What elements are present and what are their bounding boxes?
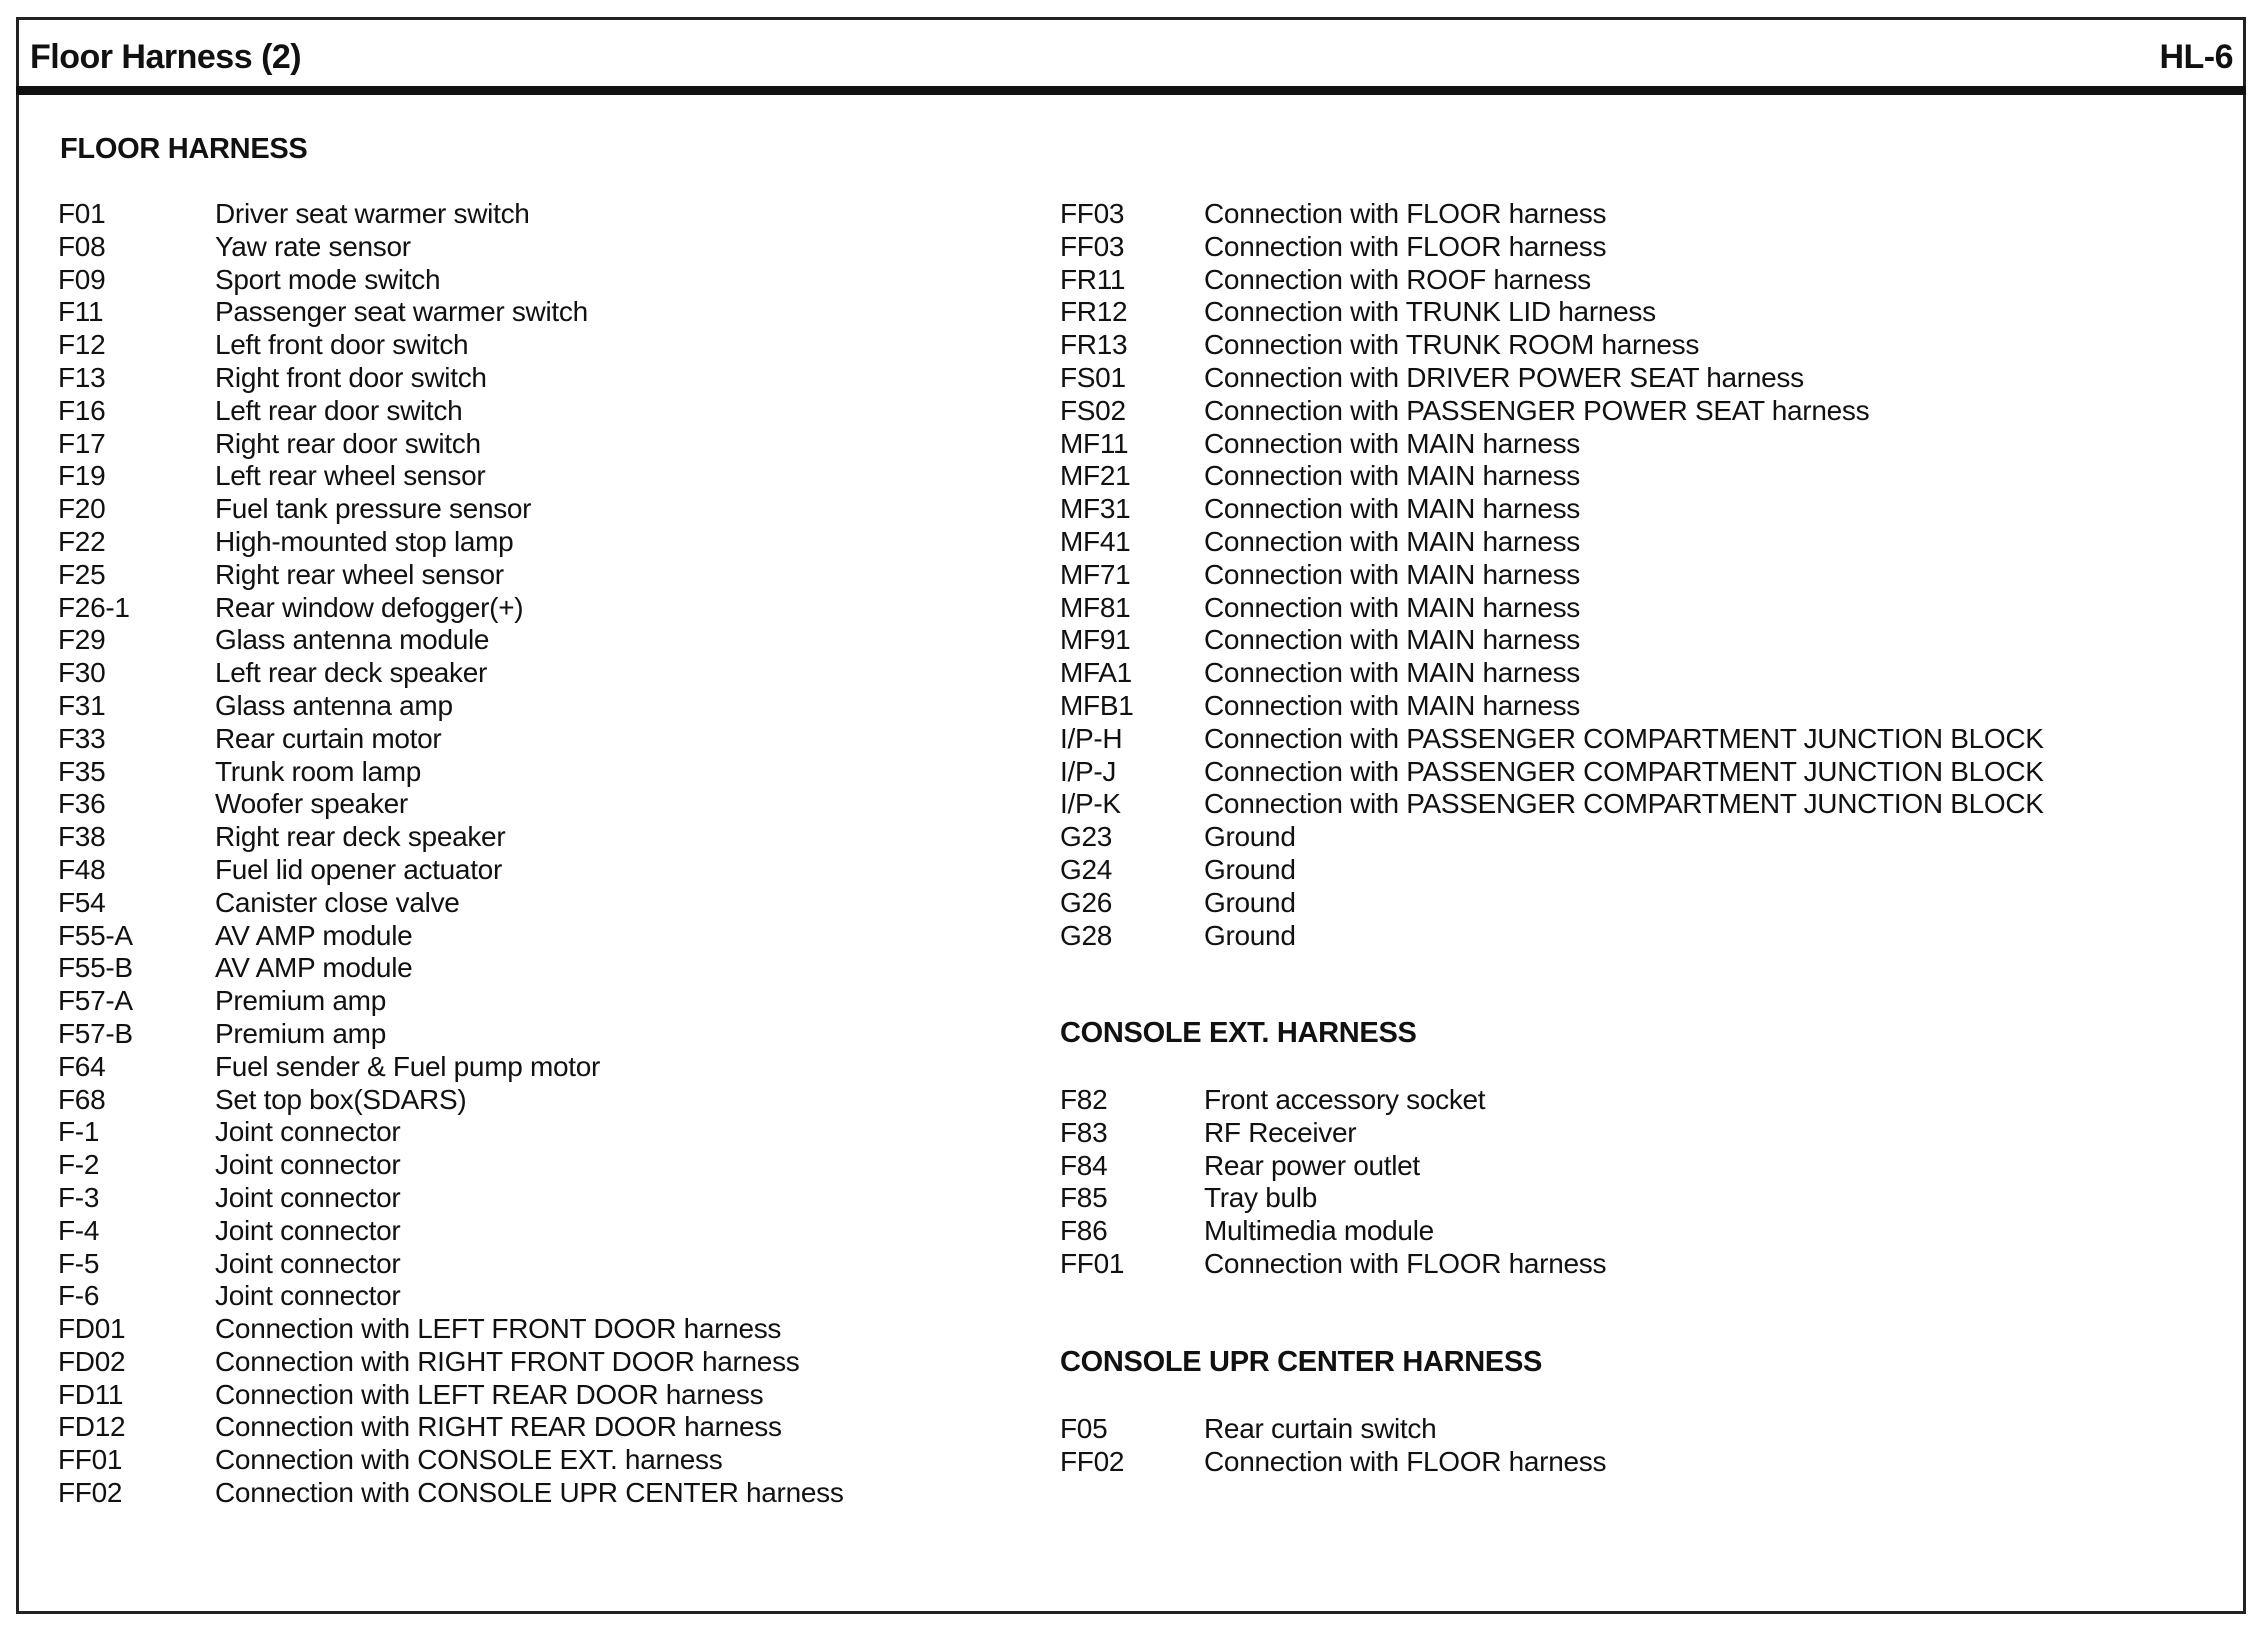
connector-code: G24 bbox=[1060, 853, 1113, 885]
connector-description: Connection with RIGHT REAR DOOR harness bbox=[215, 1411, 782, 1443]
connector-description: Connection with MAIN harness bbox=[1204, 427, 1580, 459]
connector-description: Driver seat warmer switch bbox=[215, 198, 530, 229]
connector-description: Joint connector bbox=[215, 1149, 401, 1181]
connector-code: F33 bbox=[58, 722, 106, 754]
connector-description: RF Receiver bbox=[1204, 1116, 1357, 1148]
connector-code: F-3 bbox=[58, 1181, 100, 1213]
connector-code: F17 bbox=[58, 427, 106, 459]
connector-description: Premium amp bbox=[215, 1017, 386, 1049]
connector-code: I/P-H bbox=[1060, 722, 1123, 754]
connector-code: F13 bbox=[58, 361, 106, 393]
connector-description: Connection with MAIN harness bbox=[1204, 624, 1580, 656]
connector-code: MF81 bbox=[1060, 591, 1131, 623]
connector-description: Connection with DRIVER POWER SEAT harness bbox=[1204, 361, 1804, 393]
connector-code: F-2 bbox=[58, 1149, 100, 1181]
connector-code: F55-B bbox=[58, 952, 133, 984]
connector-description: Canister close valve bbox=[215, 886, 460, 918]
page-title: Floor Harness (2) bbox=[30, 38, 302, 76]
connector-description: Right front door switch bbox=[215, 361, 487, 393]
connector-code: F22 bbox=[58, 525, 106, 557]
connector-code: F57-A bbox=[58, 985, 133, 1017]
connector-description: Sport mode switch bbox=[215, 263, 441, 295]
connector-code: FF01 bbox=[58, 1444, 123, 1476]
connector-code: F-4 bbox=[58, 1214, 100, 1246]
connector-description: Right rear wheel sensor bbox=[215, 558, 504, 590]
connector-code: FD02 bbox=[58, 1345, 126, 1377]
connector-description: Yaw rate sensor bbox=[215, 230, 411, 262]
section-heading-floor: FLOOR HARNESS bbox=[60, 133, 308, 165]
connector-code: F16 bbox=[58, 394, 106, 426]
connector-code: F08 bbox=[58, 230, 106, 262]
connector-code: FD11 bbox=[58, 1378, 124, 1410]
connector-code: F-5 bbox=[58, 1247, 100, 1279]
connector-description: Fuel tank pressure sensor bbox=[215, 493, 532, 525]
connector-description: Connection with MAIN harness bbox=[1204, 591, 1580, 623]
connector-code: F35 bbox=[58, 755, 106, 787]
connector-description: Left front door switch bbox=[215, 329, 469, 361]
connector-code: F05 bbox=[1060, 1413, 1108, 1444]
connector-code: F29 bbox=[58, 624, 106, 656]
connector-code: I/P-K bbox=[1060, 788, 1121, 820]
connector-code: F68 bbox=[58, 1083, 106, 1115]
connector-code: G26 bbox=[1060, 886, 1113, 918]
connector-description: Tray bulb bbox=[1204, 1182, 1317, 1214]
connector-code: F09 bbox=[58, 263, 106, 295]
connector-description: Connection with CONSOLE UPR CENTER harness bbox=[215, 1477, 844, 1509]
connector-description: Connection with TRUNK ROOM harness bbox=[1204, 329, 1700, 361]
connector-code: F82 bbox=[1060, 1084, 1108, 1115]
connector-description: Connection with MAIN harness bbox=[1204, 493, 1580, 525]
connector-code: F64 bbox=[58, 1050, 106, 1082]
connector-code: MF31 bbox=[1060, 493, 1131, 525]
connector-description: Rear curtain switch bbox=[1204, 1413, 1437, 1444]
connector-code: FR13 bbox=[1060, 329, 1128, 361]
connector-code: F83 bbox=[1060, 1116, 1108, 1148]
connector-code: MFA1 bbox=[1060, 657, 1132, 689]
connector-description: Joint connector bbox=[215, 1247, 401, 1279]
connector-description: Ground bbox=[1204, 853, 1296, 885]
connector-code: MF41 bbox=[1060, 525, 1131, 557]
connector-description: Passenger seat warmer switch bbox=[215, 296, 588, 328]
connector-code: MF71 bbox=[1060, 558, 1131, 590]
connector-description: Connection with FLOOR harness bbox=[1204, 1445, 1607, 1477]
connector-code: FD01 bbox=[58, 1313, 126, 1345]
connector-code: MFB1 bbox=[1060, 689, 1134, 721]
connector-code: F01 bbox=[58, 198, 106, 229]
connector-code: F36 bbox=[58, 788, 106, 820]
connector-code: F20 bbox=[58, 493, 106, 525]
connector-description: Ground bbox=[1204, 821, 1296, 853]
connector-description: Right rear door switch bbox=[215, 427, 481, 459]
connector-code: FF01 bbox=[1060, 1247, 1125, 1279]
section-heading-console-upr: CONSOLE UPR CENTER HARNESS bbox=[1060, 1346, 1543, 1378]
connector-code: FF03 bbox=[1060, 198, 1125, 229]
connector-description: Joint connector bbox=[215, 1280, 401, 1312]
connector-description: Connection with PASSENGER COMPARTMENT JUNCTION BLOCK bbox=[1204, 722, 2044, 754]
connector-code: FR11 bbox=[1060, 263, 1126, 295]
connector-description: Glass antenna amp bbox=[215, 689, 453, 721]
connector-description: Connection with RIGHT FRONT DOOR harness bbox=[215, 1345, 800, 1377]
connector-description: Left rear deck speaker bbox=[215, 657, 487, 689]
connector-description: Trunk room lamp bbox=[215, 755, 422, 787]
connector-description: Woofer speaker bbox=[215, 788, 408, 820]
connector-description: Connection with PASSENGER COMPARTMENT JUNCTION BLOCK bbox=[1204, 788, 2044, 820]
connector-description: Left rear wheel sensor bbox=[215, 460, 486, 492]
page-number: HL-6 bbox=[2159, 38, 2233, 76]
connector-code: FF02 bbox=[58, 1477, 123, 1509]
connector-description: Joint connector bbox=[215, 1181, 401, 1213]
connector-code: F85 bbox=[1060, 1182, 1108, 1214]
connector-code: I/P-J bbox=[1060, 755, 1117, 787]
connector-code: F86 bbox=[1060, 1215, 1108, 1247]
connector-description: Connection with CONSOLE EXT. harness bbox=[215, 1444, 723, 1476]
connector-description: Fuel lid opener actuator bbox=[215, 853, 502, 885]
section-heading-console-ext: CONSOLE EXT. HARNESS bbox=[1060, 1017, 1417, 1049]
connector-description: Set top box(SDARS) bbox=[215, 1083, 467, 1115]
connector-code: FS01 bbox=[1060, 361, 1126, 393]
header-divider bbox=[16, 86, 2246, 95]
connector-description: Connection with MAIN harness bbox=[1204, 558, 1580, 590]
connector-code: F57-B bbox=[58, 1017, 133, 1049]
connector-description: Ground bbox=[1204, 919, 1296, 951]
connector-description: High-mounted stop lamp bbox=[215, 525, 514, 557]
connector-code: F55-A bbox=[58, 919, 133, 951]
connector-description: AV AMP module bbox=[215, 952, 413, 984]
connector-description: Fuel sender & Fuel pump motor bbox=[215, 1050, 601, 1082]
connector-description: Premium amp bbox=[215, 985, 386, 1017]
connector-description: Joint connector bbox=[215, 1214, 401, 1246]
connector-description: Left rear door switch bbox=[215, 394, 463, 426]
connector-description: Connection with FLOOR harness bbox=[1204, 1247, 1607, 1279]
connector-code: MF91 bbox=[1060, 624, 1131, 656]
connector-description: Connection with ROOF harness bbox=[1204, 263, 1591, 295]
connector-description: Connection with FLOOR harness bbox=[1204, 198, 1607, 229]
connector-description: Connection with PASSENGER POWER SEAT harness bbox=[1204, 394, 1870, 426]
connector-code: F11 bbox=[58, 296, 104, 328]
connector-description: Connection with MAIN harness bbox=[1204, 689, 1580, 721]
connector-description: Connection with PASSENGER COMPARTMENT JUNCTION BLOCK bbox=[1204, 755, 2044, 787]
connector-description: Right rear deck speaker bbox=[215, 821, 506, 853]
connector-code: F-6 bbox=[58, 1280, 100, 1312]
connector-description: Rear curtain motor bbox=[215, 722, 442, 754]
connector-code: G28 bbox=[1060, 919, 1113, 951]
connector-code: F26-1 bbox=[58, 591, 130, 623]
connector-code: F-1 bbox=[58, 1116, 100, 1148]
connector-description: Connection with MAIN harness bbox=[1204, 460, 1580, 492]
connector-description: Connection with MAIN harness bbox=[1204, 657, 1580, 689]
connector-code: F30 bbox=[58, 657, 106, 689]
connector-description: Rear power outlet bbox=[1204, 1149, 1420, 1181]
connector-description: Multimedia module bbox=[1204, 1215, 1434, 1247]
connector-code: FD12 bbox=[58, 1411, 126, 1443]
connector-description: Connection with FLOOR harness bbox=[1204, 230, 1607, 262]
connector-description: AV AMP module bbox=[215, 919, 413, 951]
connector-code: F48 bbox=[58, 853, 106, 885]
connector-code: F84 bbox=[1060, 1149, 1108, 1181]
connector-code: F25 bbox=[58, 558, 106, 590]
connector-code: F31 bbox=[58, 689, 106, 721]
connector-description: Connection with TRUNK LID harness bbox=[1204, 296, 1656, 328]
connector-code: G23 bbox=[1060, 821, 1113, 853]
connector-code: FS02 bbox=[1060, 394, 1126, 426]
connector-code: MF11 bbox=[1060, 427, 1129, 459]
connector-code: F54 bbox=[58, 886, 106, 918]
connector-code: MF21 bbox=[1060, 460, 1131, 492]
connector-description: Joint connector bbox=[215, 1116, 401, 1148]
connector-description: Connection with MAIN harness bbox=[1204, 525, 1580, 557]
connector-code: FF02 bbox=[1060, 1445, 1125, 1477]
connector-code: F19 bbox=[58, 460, 106, 492]
connector-code: FF03 bbox=[1060, 230, 1125, 262]
connector-description: Connection with LEFT FRONT DOOR harness bbox=[215, 1313, 782, 1345]
connector-description: Front accessory socket bbox=[1204, 1084, 1486, 1115]
connector-description: Glass antenna module bbox=[215, 624, 490, 656]
connector-code: F12 bbox=[58, 329, 106, 361]
connector-description: Connection with LEFT REAR DOOR harness bbox=[215, 1378, 764, 1410]
connector-description: Rear window defogger(+) bbox=[215, 591, 524, 623]
connector-code: FR12 bbox=[1060, 296, 1128, 328]
connector-code: F38 bbox=[58, 821, 106, 853]
connector-description: Ground bbox=[1204, 886, 1296, 918]
